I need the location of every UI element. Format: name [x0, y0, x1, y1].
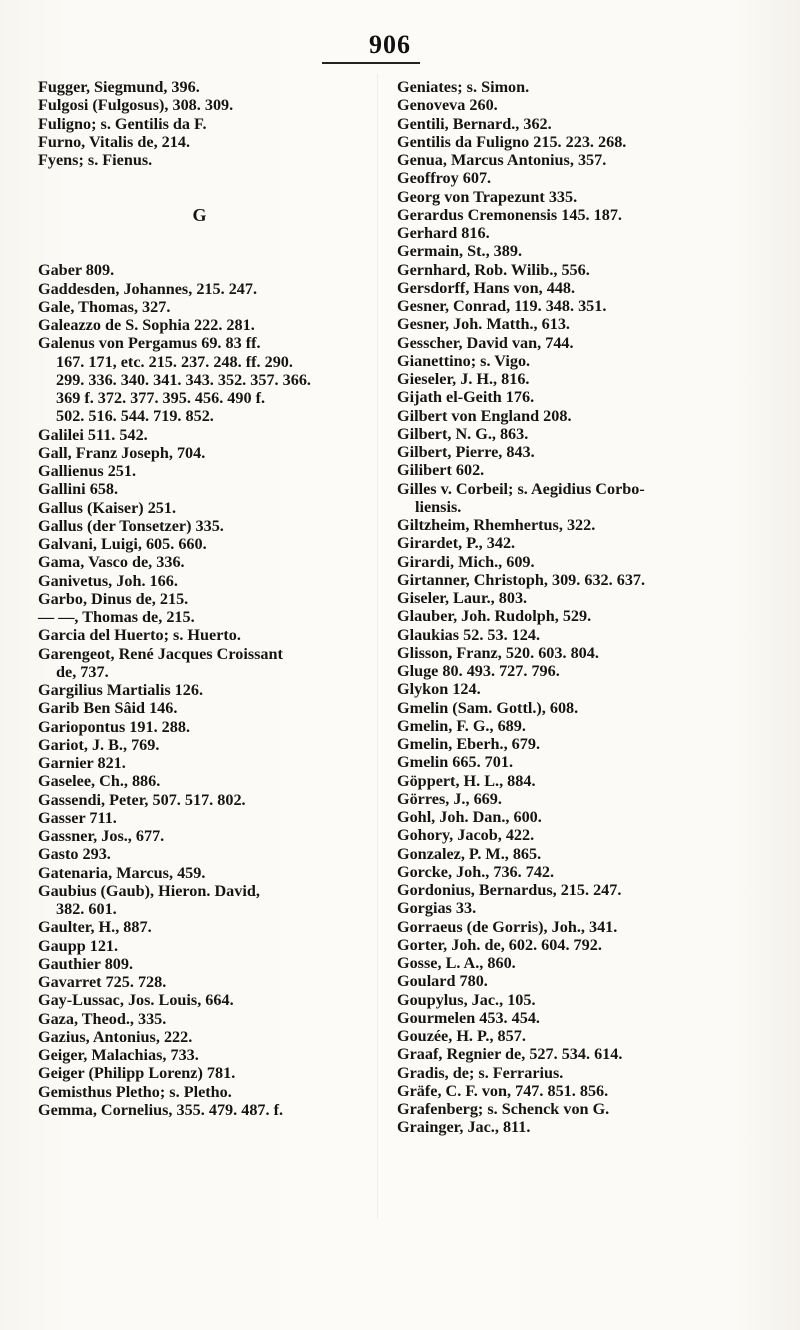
index-entry: Giseler, Laur., 803. — [397, 589, 528, 607]
index-entry: Goulard 780. — [397, 972, 488, 991]
index-entry: Gorraeus (de Gorris), Joh., 341. — [397, 917, 618, 936]
index-entry: Glisson, Franz, 520. 603. 804. — [397, 643, 599, 662]
index-entry: Georg von Trapezunt 335. — [397, 187, 578, 206]
index-entry: Gilbert von England 208. — [397, 406, 572, 425]
index-entry: Garnier 821. — [38, 754, 126, 772]
index-entry: Gay-Lussac, Jos. Louis, 664. — [38, 991, 234, 1010]
index-entry: Gaza, Theod., 335. — [38, 1009, 167, 1028]
index-entry: Gazius, Antonius, 222. — [38, 1027, 193, 1046]
index-entry: Gesner, Joh. Matth., 613. — [397, 315, 570, 334]
index-entry: Galvani, Luigi, 605. 660. — [38, 535, 207, 553]
page-number: 906 — [369, 30, 411, 59]
index-entry: Gernhard, Rob. Wilib., 556. — [397, 260, 590, 279]
index-entry: Ganivetus, Joh. 166. — [38, 571, 178, 590]
right-index-column — [397, 78, 739, 1137]
index-entry: Garcia del Huerto; s. Huerto. — [38, 626, 241, 645]
index-entry: Gariopontus 191. 288. — [38, 717, 191, 736]
index-entry: Gaber 809. — [38, 261, 115, 280]
index-entry: Fugger, Siegmund, 396. — [38, 78, 200, 96]
index-entry: Glaukias 52. 53. 124. — [397, 625, 541, 644]
index-entry: Gall, Franz Joseph, 704. — [38, 443, 206, 462]
index-entry: Galeazzo de S. Sophia 222. 281. — [38, 316, 255, 334]
index-entry: Gouzée, H. P., 857. — [397, 1027, 526, 1045]
index-entry: Geoffroy 607. — [397, 169, 492, 188]
index-entry: Gasser 711. — [38, 808, 117, 827]
index-entry: Gmelin (Sam. Gottl.), 608. — [397, 698, 579, 717]
index-entry: Gijath el-Geith 176. — [397, 388, 535, 407]
index-entry: — —, Thomas de, 215. — [38, 608, 195, 626]
index-entry: Fulgosi (Fulgosus), 308. 309. — [38, 96, 234, 115]
index-entry: Gesscher, David van, 744. — [397, 333, 574, 352]
index-entry: Gallus (Kaiser) 251. — [38, 498, 177, 517]
section-spacer — [38, 242, 362, 261]
index-entry: Gerardus Cremonensis 145. 187. — [397, 205, 622, 224]
index-entry: Giltzheim, Rhemhertus, 322. — [397, 516, 596, 534]
index-entry: Garib Ben Sâid 146. — [38, 699, 178, 718]
index-entry: Gonzalez, P. M., 865. — [397, 844, 542, 863]
index-entry: Galilei 511. 542. — [38, 425, 148, 444]
index-entry: Gräfe, C. F. von, 747. 851. 856. — [397, 1081, 609, 1100]
index-entry: Gilibert 602. — [397, 461, 485, 480]
index-entry: Garbo, Dinus de, 215. — [38, 589, 189, 608]
index-entry: Gama, Vasco de, 336. — [38, 553, 185, 572]
index-entry: Gorter, Joh. de, 602. 604. 792. — [397, 935, 602, 954]
index-entry: Gallini 658. — [38, 480, 119, 499]
index-entry: Gaddesden, Johannes, 215. 247. — [38, 279, 258, 298]
index-entry: Glykon 124. — [397, 680, 481, 699]
index-entry: Gluge 80. 493. 727. 796. — [397, 662, 560, 680]
index-entry: Gieseler, J. H., 816. — [397, 370, 530, 388]
index-entry: Gourmelen 453. 454. — [397, 1008, 540, 1027]
index-entry: Gohory, Jacob, 422. — [397, 826, 535, 845]
index-entry: Gasto 293. — [38, 845, 111, 864]
index-entry: Gilbert, N. G., 863. — [397, 424, 529, 443]
index-entry: Gentili, Bernard., 362. — [397, 114, 552, 133]
index-entry: Geniates; s. Simon. — [397, 78, 530, 96]
index-entry: Gassner, Jos., 677. — [38, 827, 165, 845]
index-entry: Grainger, Jac., 811. — [397, 1118, 531, 1137]
index-entry: Gaulter, H., 887. — [38, 918, 152, 937]
index-entry: Goupylus, Jac., 105. — [397, 990, 536, 1009]
index-entry: Göppert, H. L., 884. — [397, 771, 536, 790]
index-entry: Girtanner, Christoph, 309. 632. 637. — [397, 570, 646, 589]
index-entry: Gilles v. Corbeil; s. Aegidius Corbo- liensis. — [397, 479, 645, 516]
index-entry: Furno, Vitalis de, 214. — [38, 132, 190, 151]
index-entry: Girardi, Mich., 609. — [397, 552, 535, 571]
section-spacer — [38, 169, 362, 188]
index-entry: Gohl, Joh. Dan., 600. — [397, 808, 542, 826]
index-entry: Glauber, Joh. Rudolph, 529. — [397, 607, 592, 626]
index-entry: Genoveva 260. — [397, 96, 498, 115]
index-entry: Gmelin 665. 701. — [397, 753, 514, 772]
index-entry: Galenus von Pergamus 69. 83 ff. 167. 171, etc. 215. 237. 248. ff. 290. 299. 336. 340. 341. 343. 352. 357. 366. 369 f. 372. 377. 395. 456. 490 f. 502. 516. 544. 719. 852. — [38, 334, 311, 426]
index-entry: Gesner, Conrad, 119. 348. 351. — [397, 297, 607, 315]
index-entry: Gordonius, Bernardus, 215. 247. — [397, 881, 622, 899]
index-entry: Gauthier 809. — [38, 954, 134, 973]
left-index-column — [38, 78, 362, 1119]
index-entry: Geiger, Malachias, 733. — [38, 1046, 199, 1064]
index-entry: Gosse, L. A., 860. — [397, 954, 516, 972]
header-rule — [322, 62, 420, 64]
index-entry: Gerhard 816. — [397, 224, 490, 242]
index-entry: Gmelin, Eberh., 679. — [397, 735, 540, 753]
index-entry: Gradis, de; s. Ferrarius. — [397, 1063, 564, 1082]
index-entry: Gariot, J. B., 769. — [38, 735, 160, 754]
index-entry: Gallus (der Tonsetzer) 335. — [38, 516, 224, 535]
index-entry: Gassendi, Peter, 507. 517. 802. — [38, 790, 246, 809]
index-entry: Fyens; s. Fienus. — [38, 151, 153, 169]
index-entry: Gilbert, Pierre, 843. — [397, 443, 535, 461]
index-entry: Gaupp 121. — [38, 936, 119, 955]
index-entry: Gatenaria, Marcus, 459. — [38, 863, 206, 882]
index-entry: Gallienus 251. — [38, 462, 137, 480]
index-entry: Genua, Marcus Antonius, 357. — [397, 151, 607, 169]
index-entry: Gavarret 725. 728. — [38, 973, 167, 991]
index-entry: Gianettino; s. Vigo. — [397, 351, 531, 370]
index-entry: Gorgias 33. — [397, 899, 477, 918]
index-entry: Germain, St., 389. — [397, 242, 522, 261]
index-entry: Geiger (Philipp Lorenz) 781. — [38, 1064, 236, 1083]
index-entry: Gale, Thomas, 327. — [38, 297, 171, 316]
index-entry: Gmelin, F. G., 689. — [397, 716, 526, 735]
index-entry: Görres, J., 669. — [397, 789, 502, 808]
index-entry: Gargilius Martialis 126. — [38, 681, 204, 699]
index-entry: Gersdorff, Hans von, 448. — [397, 278, 576, 297]
index-entry: Gorcke, Joh., 736. 742. — [397, 862, 555, 881]
index-entry: Fuligno; s. Gentilis da F. — [38, 114, 207, 133]
index-entry: Garengeot, René Jacques Croissant de, 737. — [38, 644, 283, 681]
index-entry: Gemma, Cornelius, 355. 479. 487. f. — [38, 1100, 284, 1119]
index-entry: Gaselee, Ch., 886. — [38, 772, 161, 791]
index-entry: Gaubius (Gaub), Hieron. David, 382. 601. — [38, 881, 260, 918]
index-entry: Graaf, Regnier de, 527. 534. 614. — [397, 1045, 623, 1064]
index-entry: Girardet, P., 342. — [397, 534, 516, 553]
column-gutter — [377, 74, 378, 1219]
index-entry: Gentilis da Fuligno 215. 223. 268. — [397, 132, 627, 151]
section-letter-heading: G — [192, 205, 208, 226]
index-entry: Grafenberg; s. Schenck von G. — [397, 1100, 610, 1118]
index-entry: Gemisthus Pletho; s. Pletho. — [38, 1082, 232, 1101]
